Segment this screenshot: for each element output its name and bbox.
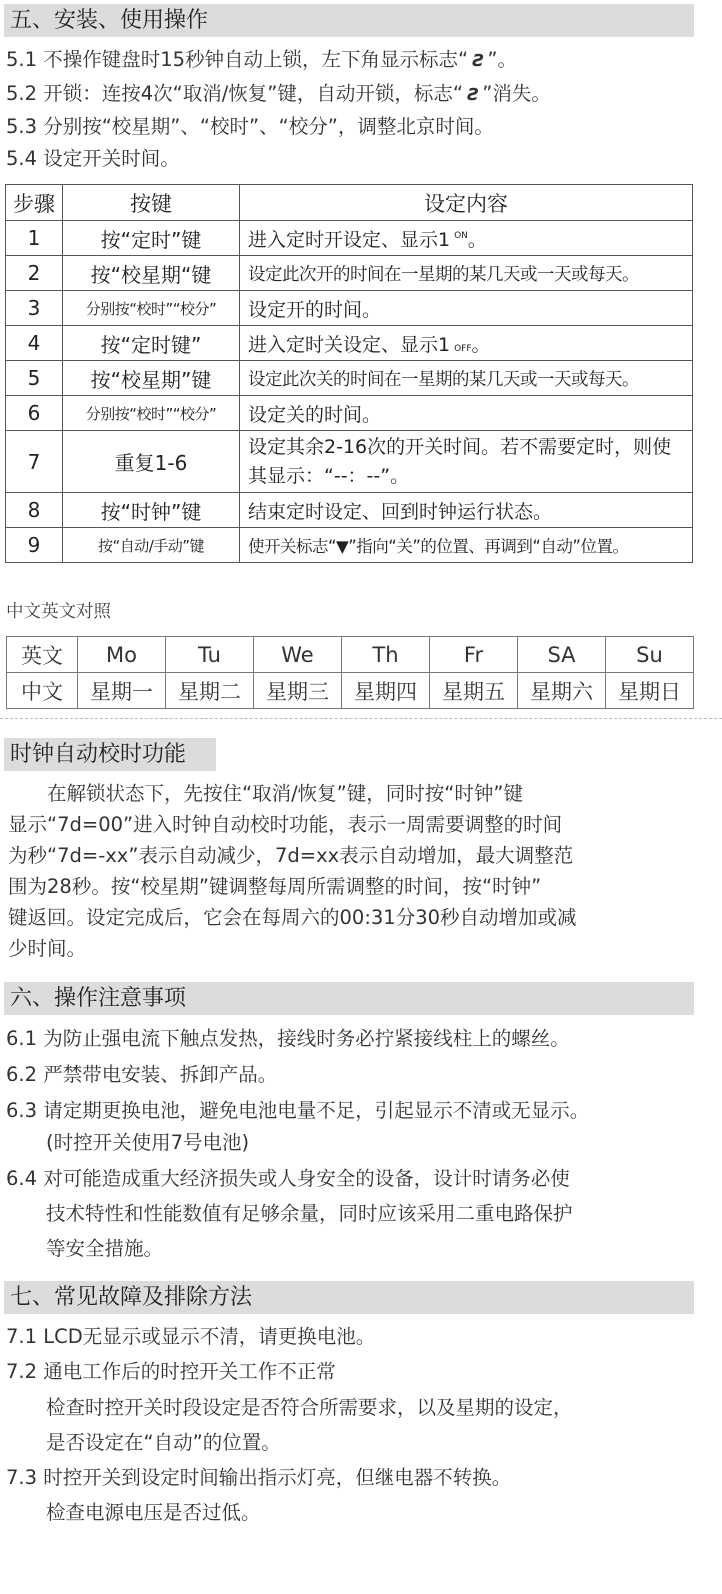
cell: 星期五 bbox=[430, 673, 518, 709]
autocal-heading: 时钟自动校时功能 bbox=[4, 738, 216, 771]
step-key: 按“自动/手动”键 bbox=[63, 528, 240, 563]
cell: 星期日 bbox=[606, 673, 694, 709]
item-7-3: 7.3 时控开关到设定时间输出指示灯亮，但继电器不转换。 bbox=[6, 1466, 512, 1489]
autocal-line: 键返回。设定完成后，它会在每周六的00:31分30秒自动增加或减 bbox=[8, 906, 577, 929]
step-content-tail: 。 bbox=[471, 333, 491, 356]
step-key: 分别按“校时”“校分” bbox=[63, 291, 240, 326]
step-key: 重复1-6 bbox=[63, 431, 240, 493]
step-content: 设定此次开的时间在一星期的某几天或一天或每天。 bbox=[240, 256, 693, 291]
off-indicator: OFF bbox=[454, 343, 472, 354]
autocal-paragraph bbox=[8, 778, 698, 964]
lock-symbol-icon: ƨ bbox=[471, 47, 485, 72]
item-5-1 bbox=[6, 46, 517, 74]
header-key: 按键 bbox=[63, 185, 240, 221]
item-6-1: 6.1 为防止强电流下触点发热，接线时务必拧紧接线柱上的螺丝。 bbox=[6, 1027, 570, 1050]
step-number: 6 bbox=[6, 396, 63, 431]
step-content bbox=[240, 431, 693, 493]
step-content: 设定开的时间。 bbox=[240, 291, 693, 326]
table-row bbox=[6, 431, 693, 493]
step-content: 结束定时设定、回到时钟运行状态。 bbox=[240, 493, 693, 528]
step-content-tail: 。 bbox=[467, 228, 487, 251]
table-row bbox=[6, 256, 693, 291]
table-row bbox=[6, 528, 693, 563]
item-6-3: 6.3 请定期更换电池，避免电池电量不足，引起显示不清或无显示。 bbox=[6, 1099, 590, 1122]
step-key: 按“校星期”键 bbox=[63, 361, 240, 396]
autocal-line: 少时间。 bbox=[8, 937, 87, 960]
autocal-line: 为秒“7d=-xx”表示自动减少，7d=xx表示自动增加，最大调整范 bbox=[8, 844, 574, 867]
lock-symbol-icon: ƨ bbox=[466, 81, 480, 106]
step-content: 设定关的时间。 bbox=[240, 396, 693, 431]
cell: 星期一 bbox=[78, 673, 166, 709]
step-content-text: 进入定时开设定、显示1 bbox=[248, 228, 451, 251]
divider bbox=[0, 718, 722, 719]
table-row bbox=[6, 291, 693, 326]
item-5-2-text: 5.2 开锁：连按4次“取消/恢复”键，自动开锁，标志“ bbox=[6, 82, 463, 105]
step-content-line1: 设定其余2-16次的开关时间。若不需要定时，则使 bbox=[248, 435, 672, 458]
step-number: 9 bbox=[6, 528, 63, 563]
section-6-heading: 六、操作注意事项 bbox=[4, 982, 694, 1015]
autocal-line: 在解锁状态下，先按住“取消/恢复”键，同时按“时钟”键 bbox=[8, 782, 523, 805]
cell: 星期二 bbox=[166, 673, 254, 709]
step-key: 按“定时”键 bbox=[63, 221, 240, 256]
item-7-1: 7.1 LCD无显示或显示不清，请更换电池。 bbox=[6, 1325, 376, 1348]
step-number: 8 bbox=[6, 493, 63, 528]
steps-table bbox=[5, 184, 693, 563]
table-row bbox=[7, 637, 694, 673]
cell: 英文 bbox=[7, 637, 78, 673]
item-6-4: 6.4 对可能造成重大经济损失或人身安全的设备，设计时请务必使 bbox=[6, 1167, 570, 1190]
item-6-4-cont: 技术特性和性能数值有足够余量，同时应该采用二重电路保护 bbox=[46, 1202, 573, 1225]
cell: Mo bbox=[78, 637, 166, 673]
weekday-compare-table bbox=[6, 636, 694, 709]
step-content-text: 进入定时关设定、显示1 bbox=[248, 333, 451, 356]
table-row bbox=[6, 221, 693, 256]
item-7-2: 7.2 通电工作后的时控开关工作不正常 bbox=[6, 1360, 336, 1383]
step-key: 按“校星期“键 bbox=[63, 256, 240, 291]
cell: Th bbox=[342, 637, 430, 673]
item-7-2-cont2: 是否设定在“自动”的位置。 bbox=[46, 1431, 281, 1454]
header-step: 步骤 bbox=[6, 185, 63, 221]
item-7-3-cont: 检查电源电压是否过低。 bbox=[46, 1501, 261, 1524]
item-5-4: 5.4 设定开关时间。 bbox=[6, 147, 180, 170]
cell: Tu bbox=[166, 637, 254, 673]
cell: 星期六 bbox=[518, 673, 606, 709]
step-number: 1 bbox=[6, 221, 63, 256]
compare-caption: 中文英文对照 bbox=[6, 602, 111, 622]
item-5-1-text: 5.1 不操作键盘时15秒钟自动上锁，左下角显示标志“ bbox=[6, 48, 469, 71]
item-6-2: 6.2 严禁带电安装、拆卸产品。 bbox=[6, 1063, 278, 1086]
item-5-3: 5.3 分别按“校星期”、“校时”、“校分”，调整北京时间。 bbox=[6, 115, 494, 138]
header-content: 设定内容 bbox=[240, 185, 693, 221]
cell: Fr bbox=[430, 637, 518, 673]
step-key: 分别按“校时”“校分” bbox=[63, 396, 240, 431]
autocal-line: 显示“7d=00”进入时钟自动校时功能，表示一周需要调整的时间 bbox=[8, 813, 563, 836]
step-content-line2: 其显示：“--：--”。 bbox=[248, 464, 410, 487]
cell: Su bbox=[606, 637, 694, 673]
step-number: 3 bbox=[6, 291, 63, 326]
section-5-heading: 五、安装、使用操作 bbox=[4, 4, 694, 37]
steps-table-header bbox=[6, 185, 693, 221]
step-number: 4 bbox=[6, 326, 63, 361]
table-row bbox=[6, 396, 693, 431]
cell: 中文 bbox=[7, 673, 78, 709]
step-content bbox=[240, 326, 693, 361]
cell: SA bbox=[518, 637, 606, 673]
step-number: 7 bbox=[6, 431, 63, 493]
item-5-2 bbox=[6, 80, 551, 108]
table-row bbox=[6, 361, 693, 396]
step-content bbox=[240, 221, 693, 256]
step-key: 按“时钟”键 bbox=[63, 493, 240, 528]
autocal-line: 围为28秒。按“校星期”键调整每周所需调整的时间，按“时钟” bbox=[8, 875, 542, 898]
step-content: 使开关标志“▼”指向“关”的位置、再调到“自动”位置。 bbox=[240, 528, 693, 563]
item-5-2-tail: ”消失。 bbox=[482, 82, 551, 105]
item-6-4-cont2: 等安全措施。 bbox=[46, 1237, 164, 1260]
step-key: 按“定时键” bbox=[63, 326, 240, 361]
cell: We bbox=[254, 637, 342, 673]
item-5-1-tail: ”。 bbox=[487, 48, 517, 71]
table-row bbox=[7, 673, 694, 709]
table-row bbox=[6, 493, 693, 528]
on-indicator: ON bbox=[454, 231, 468, 242]
item-7-2-cont: 检查时控开关时段设定是否符合所需要求，以及星期的设定， bbox=[46, 1396, 573, 1419]
step-number: 2 bbox=[6, 256, 63, 291]
table-row bbox=[6, 326, 693, 361]
item-6-3-note: (时控开关使用7号电池) bbox=[46, 1131, 250, 1154]
cell: 星期四 bbox=[342, 673, 430, 709]
step-content: 设定此次关的时间在一星期的某几天或一天或每天。 bbox=[240, 361, 693, 396]
section-7-heading: 七、常见故障及排除方法 bbox=[4, 1281, 694, 1314]
step-number: 5 bbox=[6, 361, 63, 396]
cell: 星期三 bbox=[254, 673, 342, 709]
